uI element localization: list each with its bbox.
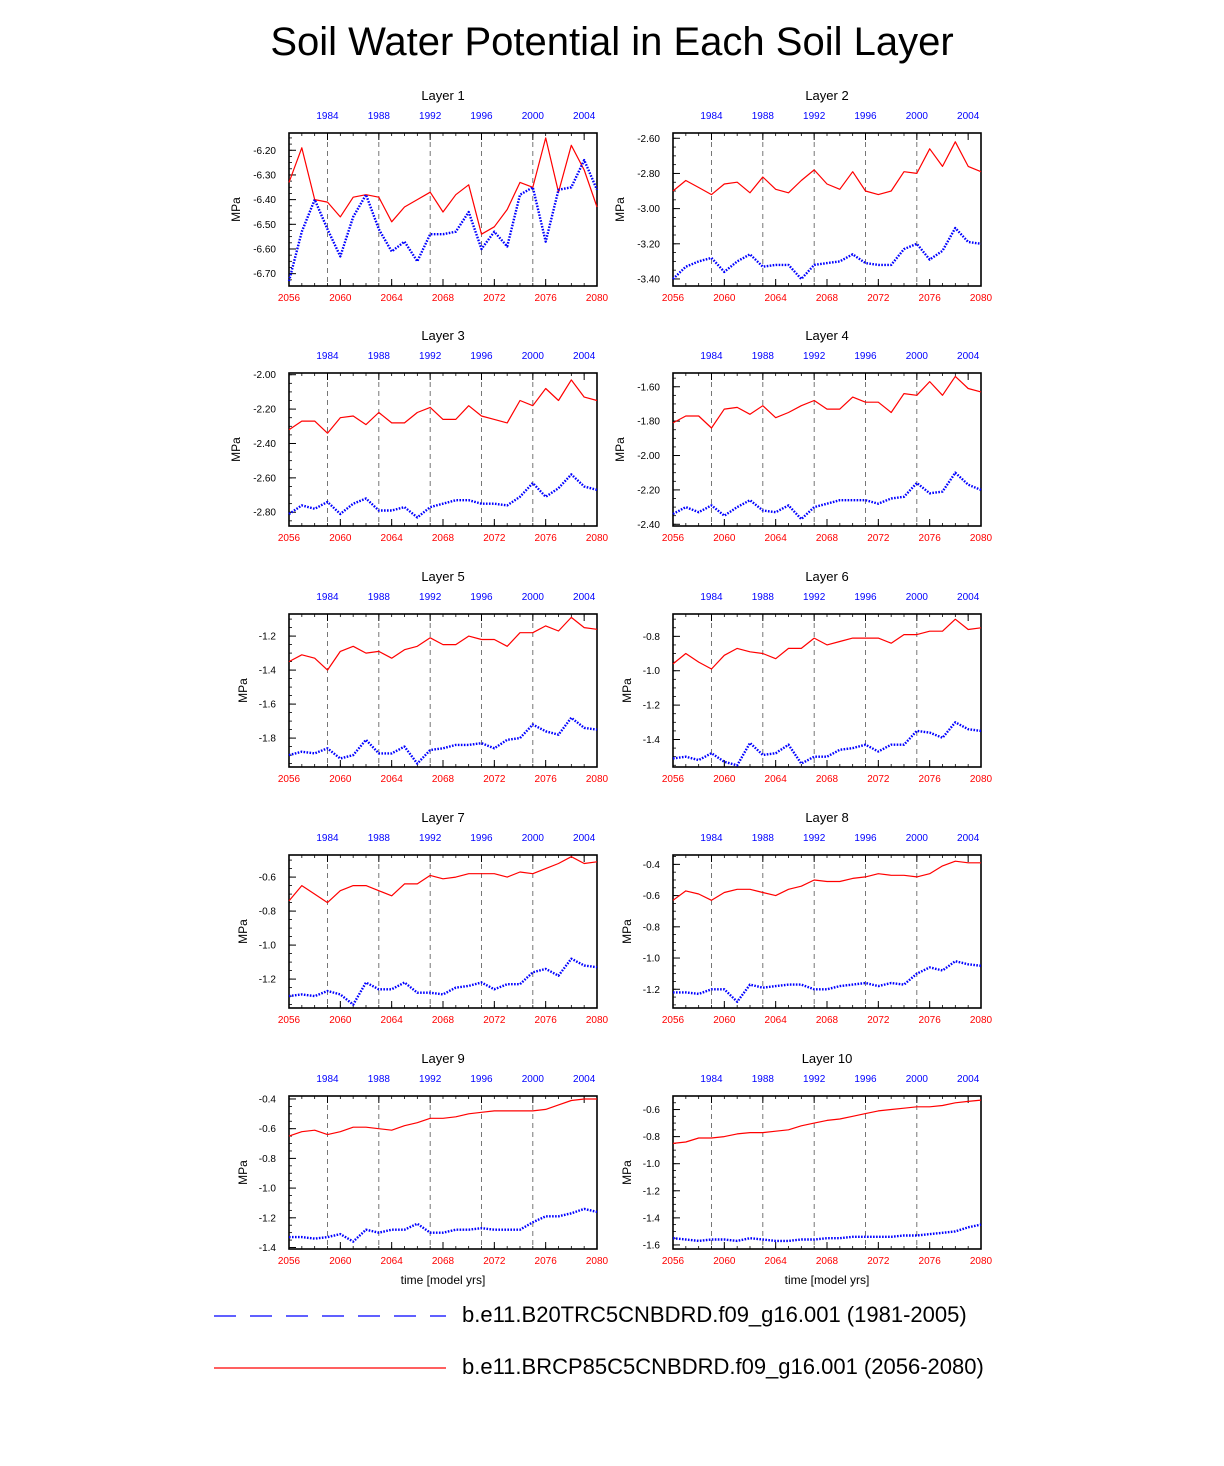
y-tick-label: -0.6 (258, 1124, 276, 1136)
y-tick-label: -1.6 (258, 699, 276, 711)
y-tick-label: -6.20 (253, 145, 276, 157)
y-tick-label: -1.60 (637, 382, 660, 394)
x-tick-label-top: 2004 (957, 351, 980, 362)
x-tick-label-top: 1992 (419, 111, 442, 122)
x-tick-label-bottom: 2068 (431, 774, 455, 785)
panel-title: Layer 8 (805, 810, 849, 825)
panel-title: Layer 6 (805, 569, 849, 584)
x-tick-label-top: 1988 (751, 111, 774, 122)
y-tick-label: -2.00 (253, 370, 276, 382)
x-tick-label-bottom: 2064 (380, 774, 403, 785)
x-tick-label-top: 1988 (751, 592, 774, 603)
x-tick-label-bottom: 2076 (534, 774, 557, 785)
series-line-future (289, 138, 597, 234)
x-tick-label-bottom: 2064 (764, 293, 787, 304)
chart-panel-layer-2 (613, 88, 993, 304)
x-tick-label-top: 1984 (700, 351, 723, 362)
panel-title: Layer 7 (421, 810, 465, 825)
x-tick-label-top: 1988 (751, 1074, 774, 1085)
x-tick-label-bottom: 2068 (815, 533, 839, 544)
y-tick-label: -0.4 (258, 1094, 276, 1106)
x-tick-label-bottom: 2072 (867, 1256, 890, 1267)
y-tick-label: -0.6 (642, 891, 660, 903)
x-tick-label-bottom: 2080 (969, 293, 993, 304)
y-tick-label: -1.8 (258, 733, 276, 745)
x-tick-label-bottom: 2060 (713, 293, 736, 304)
x-tick-label-top: 1992 (803, 592, 826, 603)
series-line-historical (673, 228, 981, 279)
series-line-future (673, 619, 981, 669)
x-tick-label-top: 1996 (854, 833, 877, 844)
y-tick-label: -1.4 (642, 1213, 660, 1225)
x-tick-label-top: 1988 (367, 833, 390, 844)
x-tick-label-top: 1992 (419, 592, 442, 603)
x-tick-label-bottom: 2080 (585, 533, 609, 544)
y-tick-label: -1.2 (258, 631, 276, 643)
x-tick-label-bottom: 2060 (713, 1256, 736, 1267)
y-tick-label: -1.0 (642, 1159, 660, 1171)
y-tick-label: -0.6 (642, 1105, 660, 1117)
x-tick-label-bottom: 2076 (534, 1015, 557, 1026)
x-tick-label-top: 1984 (316, 351, 339, 362)
x-tick-label-top: 2000 (521, 111, 544, 122)
series-line-historical (673, 722, 981, 765)
x-tick-label-bottom: 2076 (534, 533, 557, 544)
x-tick-label-bottom: 2064 (764, 1015, 787, 1026)
x-tick-label-bottom: 2080 (969, 774, 993, 785)
series-line-future (673, 142, 981, 195)
x-tick-label-top: 2004 (957, 111, 980, 122)
x-tick-label-top: 1988 (751, 833, 774, 844)
x-tick-label-bottom: 2072 (867, 293, 890, 304)
x-tick-label-top: 1984 (700, 592, 723, 603)
x-tick-label-top: 1984 (316, 592, 339, 603)
x-tick-label-bottom: 2072 (867, 1015, 890, 1026)
x-tick-label-bottom: 2080 (585, 1256, 609, 1267)
x-tick-label-top: 2004 (573, 1074, 596, 1085)
x-tick-label-bottom: 2068 (815, 1015, 839, 1026)
y-tick-label: -1.2 (642, 1186, 660, 1198)
x-tick-label-top: 1996 (470, 1074, 493, 1085)
panel-title: Layer 10 (801, 1051, 853, 1066)
y-tick-label: -1.2 (258, 974, 276, 986)
x-tick-label-top: 1984 (316, 833, 339, 844)
y-axis-label: MPa (613, 197, 627, 222)
y-tick-label: -2.60 (637, 133, 660, 145)
panel-title: Layer 1 (421, 88, 465, 103)
series-line-historical (289, 959, 597, 1005)
x-tick-label-top: 2004 (573, 111, 596, 122)
x-tick-label-bottom: 2072 (867, 774, 890, 785)
series-line-future (673, 376, 981, 428)
x-tick-label-top: 2000 (905, 111, 928, 122)
series-line-future (289, 857, 597, 903)
x-tick-label-top: 2000 (521, 351, 544, 362)
chart-panel-layer-8 (620, 810, 993, 1026)
x-tick-label-bottom: 2056 (661, 533, 685, 544)
x-tick-label-top: 1992 (803, 1074, 826, 1085)
x-tick-label-bottom: 2056 (277, 1015, 301, 1026)
x-tick-label-top: 2000 (905, 351, 928, 362)
x-tick-label-top: 1992 (419, 1074, 442, 1085)
x-tick-label-top: 1988 (367, 351, 390, 362)
x-tick-label-bottom: 2064 (380, 1015, 403, 1026)
series-line-future (289, 1099, 597, 1136)
chart-panel-layer-4 (613, 328, 993, 544)
y-tick-label: -0.8 (642, 1132, 660, 1144)
y-tick-label: -6.50 (253, 219, 276, 231)
y-tick-label: -1.0 (258, 1183, 276, 1195)
plot-frame (289, 1096, 597, 1249)
y-tick-label: -1.2 (642, 984, 660, 996)
y-tick-label: -1.80 (637, 416, 660, 428)
x-tick-label-bottom: 2076 (918, 774, 941, 785)
y-tick-label: -1.4 (258, 665, 276, 677)
x-tick-label-top: 1996 (470, 592, 493, 603)
page-title: Soil Water Potential in Each Soil Layer (270, 20, 954, 64)
x-tick-label-top: 2000 (521, 1074, 544, 1085)
series-line-historical (289, 474, 597, 517)
x-tick-label-top: 1984 (316, 1074, 339, 1085)
x-tick-label-bottom: 2060 (329, 774, 352, 785)
y-tick-label: -3.40 (637, 274, 660, 286)
y-tick-label: -1.2 (642, 700, 660, 712)
x-tick-label-top: 1992 (803, 833, 826, 844)
chart-panel-layer-6 (620, 569, 993, 785)
legend-future-label: b.e11.BRCP85C5CNBDRD.f09_g16.001 (2056-2080) (462, 1354, 984, 1379)
panel-title: Layer 3 (421, 328, 465, 343)
x-tick-label-bottom: 2064 (764, 1256, 787, 1267)
x-tick-label-top: 1988 (751, 351, 774, 362)
x-tick-label-top: 2004 (957, 833, 980, 844)
y-tick-label: -1.4 (258, 1243, 276, 1255)
y-tick-label: -0.6 (258, 872, 276, 884)
series-line-historical (673, 1225, 981, 1241)
x-tick-label-bottom: 2076 (918, 293, 941, 304)
chart-panel-layer-5 (236, 569, 609, 785)
x-tick-label-bottom: 2056 (277, 1256, 301, 1267)
x-tick-label-bottom: 2068 (815, 1256, 839, 1267)
x-tick-label-bottom: 2060 (713, 533, 736, 544)
x-tick-label-top: 1996 (854, 592, 877, 603)
x-tick-label-bottom: 2060 (713, 774, 736, 785)
x-tick-label-bottom: 2076 (918, 533, 941, 544)
x-tick-label-bottom: 2056 (661, 1015, 685, 1026)
series-line-future (673, 1100, 981, 1143)
y-tick-label: -6.30 (253, 170, 276, 182)
x-tick-label-top: 1996 (470, 351, 493, 362)
x-tick-label-bottom: 2056 (661, 1256, 685, 1267)
y-axis-label: MPa (229, 437, 243, 462)
panel-title: Layer 9 (421, 1051, 465, 1066)
x-tick-label-top: 2004 (573, 833, 596, 844)
y-tick-label: -2.80 (637, 168, 660, 180)
y-tick-label: -1.0 (642, 953, 660, 965)
plot-frame (673, 1096, 981, 1249)
x-tick-label-bottom: 2072 (483, 774, 506, 785)
y-axis-label: MPa (620, 919, 634, 944)
y-tick-label: -0.4 (642, 859, 660, 871)
x-tick-label-bottom: 2064 (764, 774, 787, 785)
y-tick-label: -6.70 (253, 269, 276, 281)
x-tick-label-top: 1988 (367, 111, 390, 122)
x-tick-label-top: 1984 (316, 111, 339, 122)
x-tick-label-top: 1992 (803, 111, 826, 122)
y-tick-label: -0.8 (258, 1153, 276, 1165)
x-tick-label-bottom: 2060 (329, 293, 352, 304)
chart-panel-layer-9 (236, 1051, 609, 1287)
x-axis-label: time [model yrs] (400, 1273, 486, 1287)
series-line-historical (289, 718, 597, 764)
x-tick-label-bottom: 2080 (969, 1256, 993, 1267)
panel-title: Layer 2 (805, 88, 849, 103)
x-tick-label-bottom: 2068 (815, 293, 839, 304)
y-tick-label: -2.40 (253, 438, 276, 450)
x-tick-label-bottom: 2056 (277, 533, 301, 544)
y-tick-label: -1.0 (642, 666, 660, 678)
x-tick-label-top: 2004 (573, 351, 596, 362)
plot-frame (289, 614, 597, 767)
x-tick-label-bottom: 2072 (867, 533, 890, 544)
x-tick-label-top: 1992 (419, 833, 442, 844)
y-tick-label: -6.40 (253, 195, 276, 207)
series-line-historical (289, 1209, 597, 1242)
x-tick-label-top: 1996 (854, 111, 877, 122)
x-tick-label-bottom: 2064 (380, 293, 403, 304)
x-tick-label-bottom: 2080 (585, 293, 609, 304)
x-tick-label-top: 1988 (367, 592, 390, 603)
series-line-future (289, 380, 597, 433)
y-tick-label: -2.40 (637, 519, 660, 531)
y-axis-label: MPa (229, 197, 243, 222)
x-tick-label-bottom: 2076 (918, 1256, 941, 1267)
x-tick-label-top: 1996 (854, 1074, 877, 1085)
x-tick-label-top: 1984 (700, 111, 723, 122)
panel-title: Layer 5 (421, 569, 465, 584)
legend-historical-label: b.e11.B20TRC5CNBDRD.f09_g16.001 (1981-2005) (462, 1302, 967, 1327)
series-line-future (289, 617, 597, 670)
x-tick-label-top: 1984 (700, 1074, 723, 1085)
y-tick-label: -3.00 (637, 204, 660, 216)
x-tick-label-bottom: 2076 (918, 1015, 941, 1026)
x-tick-label-top: 2000 (905, 833, 928, 844)
series-line-historical (673, 473, 981, 519)
y-tick-label: -2.20 (253, 404, 276, 416)
y-tick-label: -6.60 (253, 244, 276, 256)
y-tick-label: -0.8 (642, 922, 660, 934)
series-line-historical (673, 961, 981, 1002)
x-tick-label-bottom: 2056 (661, 293, 685, 304)
x-tick-label-top: 2000 (905, 1074, 928, 1085)
y-tick-label: -1.0 (258, 940, 276, 952)
x-tick-label-top: 1996 (854, 351, 877, 362)
x-tick-label-bottom: 2060 (329, 1015, 352, 1026)
y-tick-label: -0.8 (642, 631, 660, 643)
x-tick-label-top: 1996 (470, 111, 493, 122)
x-tick-label-bottom: 2072 (483, 1256, 506, 1267)
x-tick-label-top: 1984 (700, 833, 723, 844)
x-tick-label-bottom: 2080 (969, 1015, 993, 1026)
y-tick-label: -2.20 (637, 485, 660, 497)
y-tick-label: -2.60 (253, 473, 276, 485)
y-tick-label: -2.80 (253, 507, 276, 519)
y-tick-label: -1.4 (642, 734, 660, 746)
x-tick-label-bottom: 2056 (661, 774, 685, 785)
y-tick-label: -2.00 (637, 451, 660, 463)
panel-title: Layer 4 (805, 328, 849, 343)
x-tick-label-top: 2000 (521, 833, 544, 844)
x-tick-label-bottom: 2076 (534, 1256, 557, 1267)
plot-frame (289, 133, 597, 286)
x-tick-label-top: 2000 (905, 592, 928, 603)
x-tick-label-bottom: 2080 (585, 774, 609, 785)
x-tick-label-top: 1992 (419, 351, 442, 362)
x-axis-label: time [model yrs] (784, 1273, 870, 1287)
x-tick-label-bottom: 2072 (483, 1015, 506, 1026)
chart-panel-layer-10 (620, 1051, 993, 1287)
x-tick-label-bottom: 2064 (764, 533, 787, 544)
plot-frame (673, 614, 981, 767)
x-tick-label-bottom: 2060 (329, 1256, 352, 1267)
x-tick-label-bottom: 2064 (380, 1256, 403, 1267)
x-tick-label-top: 2004 (573, 592, 596, 603)
x-tick-label-bottom: 2056 (277, 774, 301, 785)
y-tick-label: -0.8 (258, 906, 276, 918)
x-tick-label-top: 1988 (367, 1074, 390, 1085)
x-tick-label-bottom: 2068 (431, 1015, 455, 1026)
y-tick-label: -1.6 (642, 1240, 660, 1252)
x-tick-label-bottom: 2068 (431, 293, 455, 304)
plot-frame (289, 855, 597, 1008)
x-tick-label-bottom: 2060 (713, 1015, 736, 1026)
x-tick-label-bottom: 2080 (969, 533, 993, 544)
x-tick-label-top: 1996 (470, 833, 493, 844)
x-tick-label-bottom: 2064 (380, 533, 403, 544)
x-tick-label-bottom: 2060 (329, 533, 352, 544)
y-axis-label: MPa (620, 1160, 634, 1185)
x-tick-label-bottom: 2068 (431, 533, 455, 544)
y-axis-label: MPa (236, 1160, 250, 1185)
chart-panel-layer-3 (229, 328, 609, 544)
y-axis-label: MPa (620, 678, 634, 703)
x-tick-label-top: 1992 (803, 351, 826, 362)
x-tick-label-top: 2004 (957, 592, 980, 603)
x-tick-label-bottom: 2072 (483, 533, 506, 544)
x-tick-label-bottom: 2072 (483, 293, 506, 304)
x-tick-label-bottom: 2080 (585, 1015, 609, 1026)
chart-panel-layer-1 (229, 88, 609, 304)
y-tick-label: -1.2 (258, 1213, 276, 1225)
y-axis-label: MPa (236, 678, 250, 703)
x-tick-label-bottom: 2056 (277, 293, 301, 304)
x-tick-label-top: 2004 (957, 1074, 980, 1085)
y-axis-label: MPa (236, 919, 250, 944)
x-tick-label-bottom: 2068 (431, 1256, 455, 1267)
y-axis-label: MPa (613, 437, 627, 462)
series-line-future (673, 861, 981, 900)
x-tick-label-bottom: 2076 (534, 293, 557, 304)
y-tick-label: -3.20 (637, 239, 660, 251)
plot-frame (673, 855, 981, 1008)
series-line-historical (289, 160, 597, 281)
chart-panel-layer-7 (236, 810, 609, 1026)
x-tick-label-bottom: 2068 (815, 774, 839, 785)
x-tick-label-top: 2000 (521, 592, 544, 603)
